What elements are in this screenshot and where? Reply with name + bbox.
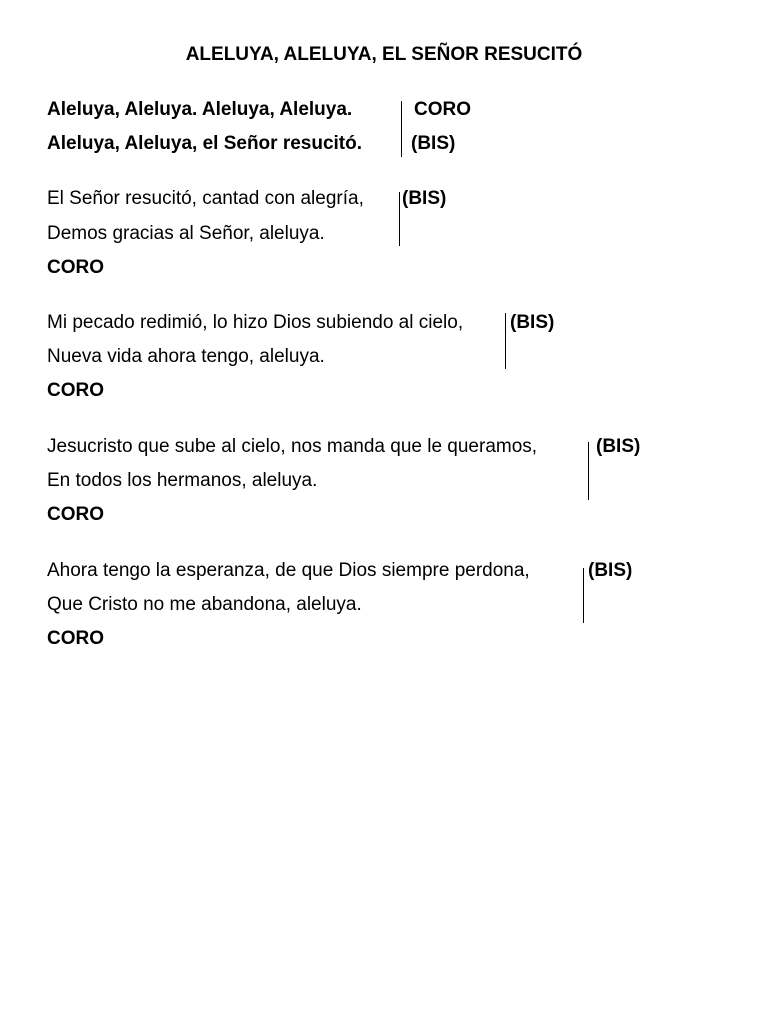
verse-3-line-2: En todos los hermanos, aleluya.: [47, 470, 318, 491]
chorus-bis-marker: (BIS): [411, 133, 456, 154]
verse-1-line-2: Demos gracias al Señor, aleluya.: [47, 223, 325, 244]
verse-4-coro: CORO: [47, 628, 104, 649]
verse-2-coro: CORO: [47, 380, 104, 401]
chorus-coro-marker: CORO: [414, 99, 471, 120]
verse-2-bracket: [505, 313, 506, 369]
verse-4-line-1: Ahora tengo la esperanza, de que Dios siempre perdona,: [47, 560, 530, 581]
chorus-line-2: Aleluya, Aleluya, el Señor resucitó.: [47, 133, 363, 154]
verse-3-coro: CORO: [47, 504, 104, 525]
verse-1-bis-marker: (BIS): [402, 188, 447, 209]
chorus-line-1: Aleluya, Aleluya. Aleluya, Aleluya.: [47, 99, 353, 120]
verse-3-bis-marker: (BIS): [596, 436, 641, 457]
chorus-bracket: [401, 101, 402, 157]
verse-1-line-1: El Señor resucitó, cantad con alegría,: [47, 188, 364, 209]
verse-4-bis-marker: (BIS): [588, 560, 633, 581]
verse-4-line-2: Que Cristo no me abandona, aleluya.: [47, 594, 362, 615]
verse-4-bracket: [583, 568, 584, 623]
song-title: ALELUYA, ALELUYA, EL SEÑOR RESUCITÓ: [185, 44, 583, 65]
verse-1-bracket: [399, 192, 400, 246]
verse-2-line-1: Mi pecado redimió, lo hizo Dios subiendo al cielo,: [47, 312, 464, 333]
verse-3-bracket: [588, 442, 589, 500]
verse-1-coro: CORO: [47, 257, 104, 278]
verse-3-line-1: Jesucristo que sube al cielo, nos manda que le queramos,: [47, 436, 538, 457]
verse-2-bis-marker: (BIS): [510, 312, 555, 333]
verse-2-line-2: Nueva vida ahora tengo, aleluya.: [47, 346, 325, 367]
